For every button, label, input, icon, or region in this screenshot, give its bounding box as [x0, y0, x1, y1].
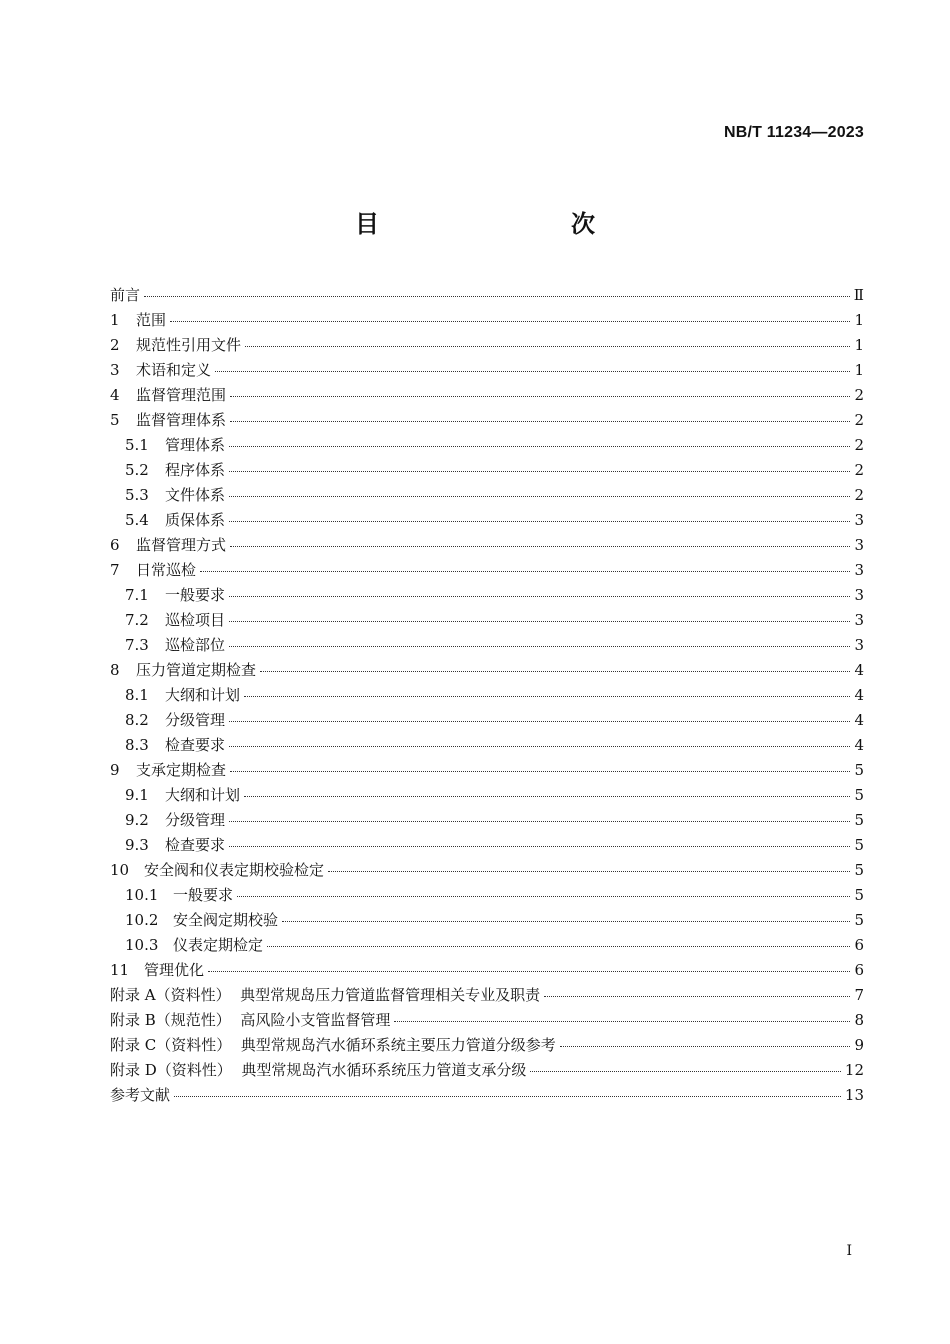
- toc-entry-number: 9.3: [125, 836, 149, 854]
- toc-entry-number: 5.1: [125, 436, 149, 454]
- toc-entry-number: 5: [110, 411, 120, 429]
- toc-entry-page: 3: [854, 586, 864, 604]
- toc-entry[interactable]: [110, 1058, 864, 1083]
- dot-leader: [229, 495, 850, 497]
- toc-entry[interactable]: [110, 508, 864, 533]
- dot-leader: [544, 995, 850, 997]
- toc-entry-title: 程序体系: [165, 461, 226, 479]
- toc-entry[interactable]: [110, 483, 864, 508]
- toc-entry-page: 1: [854, 361, 864, 379]
- toc-entry-number: 4: [110, 386, 120, 404]
- toc-entry-title: 分级管理: [165, 711, 226, 729]
- toc-entry-number: 9.2: [125, 811, 149, 829]
- dot-leader: [229, 445, 850, 447]
- toc-entry-title: 文件体系: [165, 486, 226, 504]
- dot-leader: [174, 1095, 841, 1097]
- toc-entry[interactable]: [110, 808, 864, 833]
- dot-leader: [230, 770, 850, 772]
- toc-entry[interactable]: [110, 558, 864, 583]
- toc-entry[interactable]: [110, 608, 864, 633]
- dot-leader: [229, 720, 850, 722]
- toc-entry-number: 9: [110, 761, 120, 779]
- toc-entry[interactable]: [110, 458, 864, 483]
- toc-entry-title: 监督管理范围: [136, 386, 227, 404]
- toc-entry-page: 6: [854, 936, 864, 954]
- toc-entry-number: 3: [110, 361, 120, 379]
- toc-entry-page: 2: [854, 436, 864, 454]
- toc-entry-title: 管理体系: [165, 436, 226, 454]
- toc-entry-title: 附录 D（资料性） 典型常规岛汽水循环系统压力管道支承分级: [110, 1061, 527, 1079]
- toc-entry-title: 一般要求: [165, 586, 226, 604]
- toc-entry-title: 巡检部位: [165, 636, 226, 654]
- toc-entry-title: 检查要求: [165, 836, 226, 854]
- toc-entry-number: 7: [110, 561, 120, 579]
- dot-leader: [328, 870, 850, 872]
- dot-leader: [200, 570, 850, 572]
- dot-leader: [229, 520, 850, 522]
- standard-code: NB/T 11234—2023: [724, 124, 864, 141]
- toc-entry-number: 5.2: [125, 461, 149, 479]
- toc-entry-title: 安全阀和仪表定期校验检定: [144, 861, 325, 879]
- dot-leader: [170, 320, 850, 322]
- toc-entry-number: 5.4: [125, 511, 149, 529]
- toc-entry-number: 9.1: [125, 786, 149, 804]
- dot-leader: [530, 1070, 841, 1072]
- toc-entry[interactable]: [110, 358, 864, 383]
- toc-entry[interactable]: [110, 758, 864, 783]
- dot-leader: [260, 670, 850, 672]
- toc-entry-page: 4: [854, 711, 864, 729]
- toc-entry-number: 10.2: [125, 911, 159, 929]
- toc-entry-page: 6: [854, 961, 864, 979]
- toc-entry[interactable]: [110, 408, 864, 433]
- toc-entry-number: 8.2: [125, 711, 149, 729]
- dot-leader: [244, 795, 850, 797]
- toc-entry-title: 管理优化: [144, 961, 205, 979]
- toc-entry[interactable]: [110, 333, 864, 358]
- dot-leader: [229, 595, 850, 597]
- toc-entry-number: 8.3: [125, 736, 149, 754]
- toc-entry-page: 3: [854, 636, 864, 654]
- toc-entry-title: 日常巡检: [136, 561, 197, 579]
- toc-entry-page: 2: [854, 461, 864, 479]
- toc-entry-page: 4: [854, 736, 864, 754]
- dot-leader: [229, 820, 850, 822]
- dot-leader: [267, 945, 850, 947]
- toc-entry-page: 13: [844, 1086, 864, 1104]
- toc-entry-title: 压力管道定期检查: [136, 661, 257, 679]
- dot-leader: [230, 420, 850, 422]
- toc-entry-page: 3: [854, 536, 864, 554]
- toc-entry-number: 2: [110, 336, 120, 354]
- toc-entry-number: 11: [110, 961, 130, 979]
- toc-entry[interactable]: [110, 383, 864, 408]
- toc-entry-title: 大纲和计划: [165, 786, 241, 804]
- toc-entry-number: 7.1: [125, 586, 149, 604]
- toc-entry-number: 10.1: [125, 886, 159, 904]
- toc-entry[interactable]: [110, 733, 864, 758]
- toc-entry[interactable]: [110, 1008, 864, 1033]
- toc-entry-number: 10.3: [125, 936, 159, 954]
- toc-entry[interactable]: [110, 283, 864, 308]
- toc-entry-number: 5.3: [125, 486, 149, 504]
- toc-entry-page: 3: [854, 511, 864, 529]
- toc-entry-title: 检查要求: [165, 736, 226, 754]
- toc-entry-title: 质保体系: [165, 511, 226, 529]
- toc-entry-title: 监督管理方式: [136, 536, 227, 554]
- toc-entry[interactable]: [110, 533, 864, 558]
- toc-entry-page: 7: [854, 986, 864, 1004]
- toc-entry-page: 5: [854, 861, 864, 879]
- toc-title: 目 次: [355, 210, 643, 238]
- toc-entry[interactable]: [110, 433, 864, 458]
- toc-entry-title: 监督管理体系: [136, 411, 227, 429]
- toc-entry[interactable]: [110, 833, 864, 858]
- toc-entry-title: 参考文献: [110, 1086, 171, 1104]
- toc-entry-title: 术语和定义: [136, 361, 212, 379]
- toc-entry-page: 5: [854, 911, 864, 929]
- toc-entry-page: 5: [854, 811, 864, 829]
- toc-entry-page: Ⅱ: [853, 286, 864, 304]
- toc-entry-page: 8: [854, 1011, 864, 1029]
- toc-entry-title: 一般要求: [173, 886, 234, 904]
- toc-entry-title: 仪表定期检定: [173, 936, 264, 954]
- page-number: I: [846, 1243, 852, 1259]
- toc-entry[interactable]: [110, 658, 864, 683]
- dot-leader: [245, 345, 850, 347]
- toc-entry-page: 4: [854, 686, 864, 704]
- toc-entry[interactable]: [110, 683, 864, 708]
- toc-entry-page: 5: [854, 886, 864, 904]
- toc-entry-title: 前言: [110, 286, 141, 304]
- dot-leader: [144, 295, 850, 297]
- toc-entry-title: 巡检项目: [165, 611, 226, 629]
- toc-entry-number: 7.2: [125, 611, 149, 629]
- toc-entry-number: 6: [110, 536, 120, 554]
- toc-entry-page: 2: [854, 386, 864, 404]
- toc-entry[interactable]: [110, 883, 864, 908]
- toc-entry-title: 安全阀定期校验: [173, 911, 279, 929]
- toc-entry-title: 支承定期检查: [136, 761, 227, 779]
- toc-entry-title: 大纲和计划: [165, 686, 241, 704]
- toc-entry[interactable]: [110, 933, 864, 958]
- dot-leader: [229, 620, 850, 622]
- toc-entry-page: 4: [854, 661, 864, 679]
- toc-entry-title: 附录 B（规范性） 高风险小支管监督管理: [110, 1011, 391, 1029]
- dot-leader: [208, 970, 850, 972]
- toc-entry-page: 5: [854, 761, 864, 779]
- toc-entry-page: 1: [854, 336, 864, 354]
- toc-entry-number: 8: [110, 661, 120, 679]
- toc-entry-page: 1: [854, 311, 864, 329]
- toc-entry[interactable]: [110, 308, 864, 333]
- dot-leader: [230, 545, 850, 547]
- toc-entry[interactable]: [110, 633, 864, 658]
- toc-entry-page: 3: [854, 561, 864, 579]
- toc-entry[interactable]: [110, 908, 864, 933]
- dot-leader: [229, 745, 850, 747]
- toc-entry-page: 2: [854, 411, 864, 429]
- toc-entry-page: 3: [854, 611, 864, 629]
- table-of-contents: [110, 283, 864, 1108]
- toc-entry-title: 附录 A（资料性） 典型常规岛压力管道监督管理相关专业及职责: [110, 986, 541, 1004]
- dot-leader: [282, 920, 850, 922]
- toc-entry-number: 8.1: [125, 686, 149, 704]
- toc-entry-page: 5: [854, 836, 864, 854]
- toc-entry-page: 2: [854, 486, 864, 504]
- dot-leader: [230, 395, 850, 397]
- dot-leader: [237, 895, 850, 897]
- dot-leader: [229, 470, 850, 472]
- dot-leader: [394, 1020, 850, 1022]
- toc-entry-number: 10: [110, 861, 130, 879]
- toc-entry[interactable]: [110, 1083, 864, 1108]
- toc-entry[interactable]: [110, 583, 864, 608]
- toc-entry-title: 规范性引用文件: [136, 336, 242, 354]
- dot-leader: [229, 645, 850, 647]
- toc-entry[interactable]: [110, 983, 864, 1008]
- toc-entry[interactable]: [110, 858, 864, 883]
- dot-leader: [244, 695, 850, 697]
- toc-entry-title: 分级管理: [165, 811, 226, 829]
- toc-entry-title: 范围: [136, 311, 167, 329]
- toc-entry[interactable]: [110, 1033, 864, 1058]
- dot-leader: [215, 370, 850, 372]
- toc-entry-page: 5: [854, 786, 864, 804]
- toc-entry[interactable]: [110, 958, 864, 983]
- toc-entry[interactable]: [110, 783, 864, 808]
- dot-leader: [229, 845, 850, 847]
- toc-entry-page: 12: [844, 1061, 864, 1079]
- toc-entry-title: 附录 C（资料性） 典型常规岛汽水循环系统主要压力管道分级参考: [110, 1036, 556, 1054]
- dot-leader: [560, 1045, 851, 1047]
- toc-entry-number: 7.3: [125, 636, 149, 654]
- toc-entry[interactable]: [110, 708, 864, 733]
- toc-entry-number: 1: [110, 311, 120, 329]
- toc-entry-page: 9: [854, 1036, 864, 1054]
